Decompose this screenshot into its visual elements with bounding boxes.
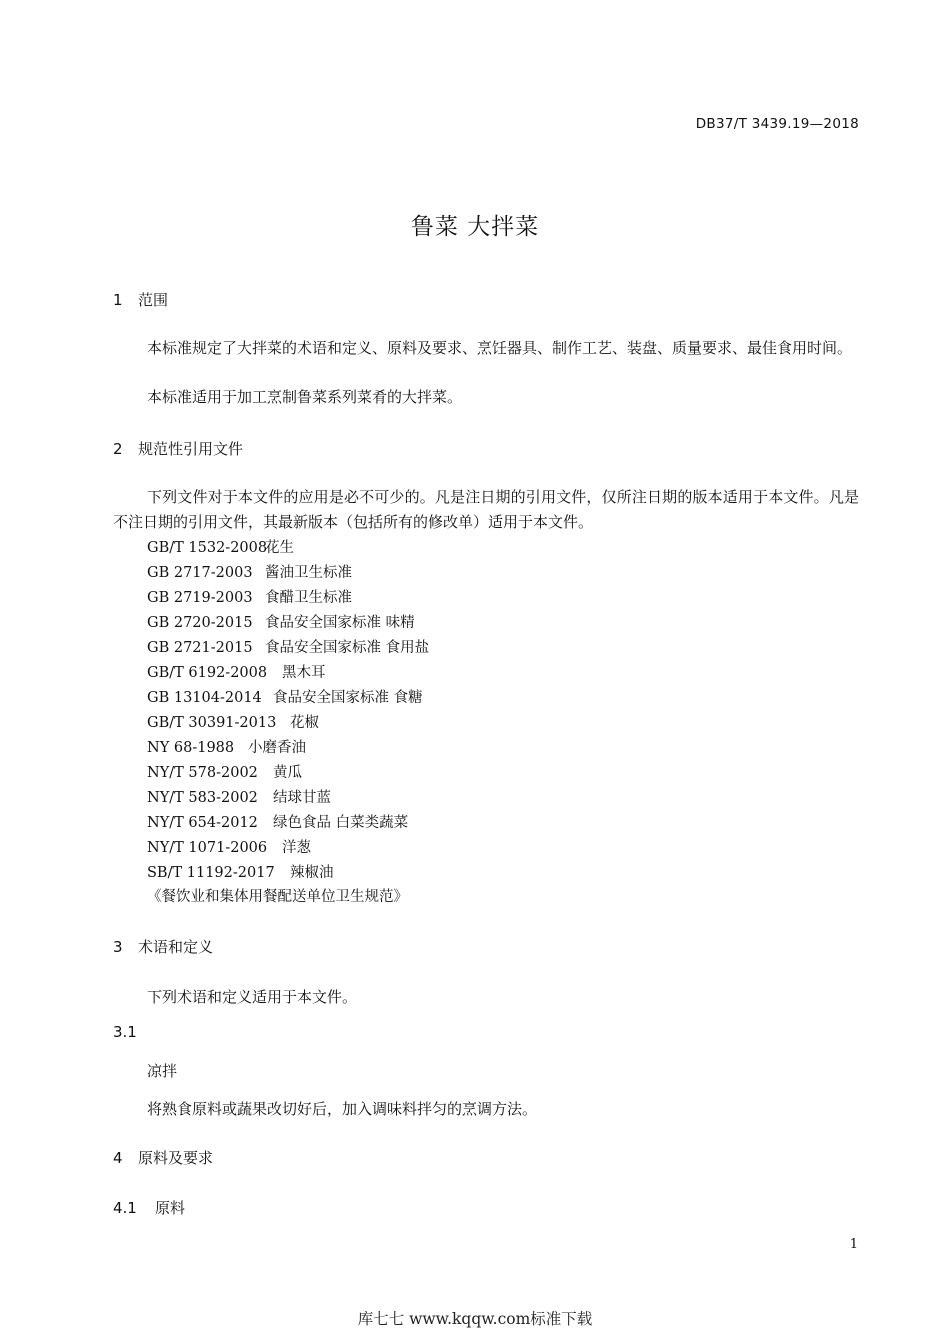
reference-code: GB 2717-2003 [147, 565, 253, 581]
reference-code: SB/T 11192-2017 [147, 865, 275, 881]
reference-name: 辣椒油 [290, 865, 334, 881]
reference-name: 食醋卫生标准 [265, 590, 352, 606]
section-title: 原料及要求 [138, 1149, 214, 1167]
section-number: 1 [113, 291, 123, 309]
reference-name: 食品安全国家标准 味精 [265, 615, 415, 631]
section-number: 2 [113, 440, 123, 458]
reference-code: GB/T 6192-2008 [147, 665, 268, 681]
section-2-heading [113, 438, 243, 459]
reference-item [147, 786, 331, 807]
scope-paragraph-1: 本标准规定了大拌菜的术语和定义、原料及要求、烹饪器具、制作工艺、装盘、质量要求、最佳食用时间。 [147, 339, 853, 357]
section-title: 原料 [155, 1199, 186, 1217]
reference-item [147, 586, 352, 607]
reference-name: 绿色食品 白菜类蔬菜 [273, 815, 409, 831]
section-number: 4.1 [113, 1199, 137, 1217]
reference-code: NY 68-1988 [147, 740, 235, 756]
term-3-1-number: 3.1 [113, 1023, 137, 1041]
section-number: 3 [113, 938, 123, 956]
section-title: 范围 [138, 291, 169, 309]
section-title: 规范性引用文件 [138, 440, 244, 458]
reference-item [147, 561, 352, 582]
reference-code: NY/T 578-2002 [147, 765, 258, 781]
reference-item [147, 861, 334, 882]
terms-intro: 下列术语和定义适用于本文件。 [147, 988, 358, 1006]
reference-item [147, 736, 306, 757]
reference-code: GB 2719-2003 [147, 590, 253, 606]
reference-name: 食品安全国家标准 食用盐 [265, 640, 430, 656]
section-3-heading [113, 936, 213, 957]
page-number: 1 [849, 1237, 858, 1252]
reference-code: NY/T 654-2012 [147, 815, 258, 831]
normative-intro: 下列文件对于本文件的应用是必不可少的。凡是注日期的引用文件，仅所注日期的版本适用于本文件。凡是不注日期的引用文件，其最新版本（包括所有的修改单）适用于本文件。 [113, 488, 859, 531]
reference-item [147, 761, 302, 782]
reference-item: 《餐饮业和集体用餐配送单位卫生规范》 [147, 889, 408, 905]
reference-name: 花生 [265, 540, 294, 556]
reference-item [147, 811, 408, 832]
reference-item [147, 611, 415, 632]
page-title: 鲁菜 大拌菜 [410, 214, 540, 240]
section-number: 4 [113, 1149, 123, 1167]
reference-code: GB/T 30391-2013 [147, 715, 277, 731]
reference-item [147, 636, 429, 657]
reference-item [147, 686, 423, 707]
section-title: 术语和定义 [138, 938, 214, 956]
reference-name: 酱油卫生标准 [265, 565, 352, 581]
term-3-1-name: 凉拌 [147, 1062, 178, 1080]
section-4-heading [113, 1147, 213, 1168]
footer-watermark: 库七七 www.kqqw.com标准下载 [357, 1310, 593, 1328]
scope-paragraph-2: 本标准适用于加工烹制鲁菜系列菜肴的大拌菜。 [147, 388, 463, 406]
reference-code: NY/T 583-2002 [147, 790, 258, 806]
reference-item [147, 836, 311, 857]
reference-code: GB/T 1532-2008 [147, 540, 268, 556]
section-4-1-heading [113, 1197, 185, 1218]
term-3-1-definition: 将熟食原料或蔬果改切好后，加入调味料拌匀的烹调方法。 [147, 1100, 538, 1118]
reference-code: GB 2720-2015 [147, 615, 253, 631]
reference-item [147, 536, 294, 557]
reference-name: 洋葱 [282, 840, 311, 856]
reference-name: 黄瓜 [273, 765, 302, 781]
reference-code: GB 2721-2015 [147, 640, 253, 656]
reference-item [147, 661, 326, 682]
reference-name: 小磨香油 [248, 740, 306, 756]
section-1-heading [113, 289, 168, 310]
reference-name: 食品安全国家标准 食糖 [273, 690, 423, 706]
reference-name: 黑木耳 [282, 665, 326, 681]
document-code: DB37/T 3439.19—2018 [695, 116, 859, 132]
reference-name: 结球甘蓝 [273, 790, 331, 806]
reference-item [147, 711, 319, 732]
reference-name: 花椒 [290, 715, 319, 731]
reference-code: NY/T 1071-2006 [147, 840, 268, 856]
reference-code: GB 13104-2014 [147, 690, 262, 706]
